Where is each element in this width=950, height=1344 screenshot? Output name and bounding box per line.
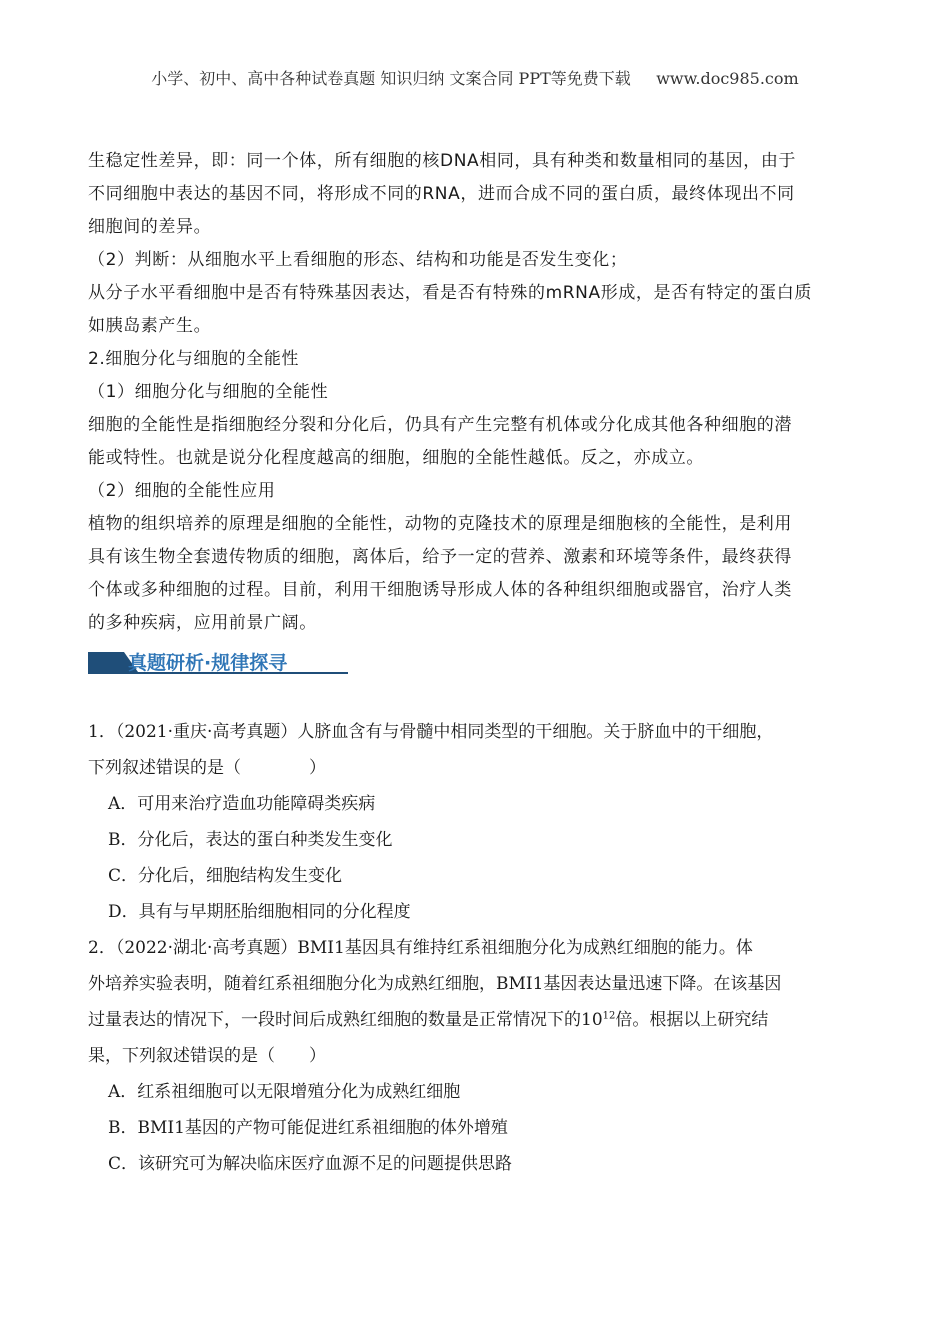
paragraph-line: 生稳定性差异，即：同一个体，所有细胞的核DNA相同，具有种类和数量相同的基因，由于 [88, 151, 797, 171]
paragraph-line: 细胞的全能性是指细胞经分裂和分化后，仍具有产生完整有机体或分化成其他各种细胞的潜 [88, 415, 792, 435]
question-2-line [88, 1002, 864, 1038]
paragraph-line: 个体或多种细胞的过程。目前，利用干细胞诱导形成人体的各种组织细胞或器官，治疗人类 [88, 580, 792, 600]
section-heading: 2.细胞分化与细胞的全能性 [88, 349, 300, 369]
question-1-option-d: D．具有与早期胚胎细胞相同的分化程度 [108, 902, 411, 922]
question-1-option-b: B．分化后，表达的蛋白种类发生变化 [108, 830, 393, 850]
paragraph-line: 植物的组织培养的原理是细胞的全能性，动物的克隆技术的原理是细胞核的全能性，是利用 [88, 514, 792, 534]
judge-heading: （2）判断：从细胞水平上看细胞的形态、结构和功能是否发生变化； [88, 250, 628, 270]
question-2-option-b: B．BMI1基因的产物可能促进红系祖细胞的体外增殖 [108, 1118, 508, 1138]
question-2-option-c: C．该研究可为解决临床医疗血源不足的问题提供思路 [108, 1154, 513, 1174]
question-2-line: 外培养实验表明，随着红系祖细胞分化为成熟红细胞，BMI1基因表达量迅速下降。在该基因 [88, 974, 782, 994]
banner-title: 真题研析·规律探寻 [128, 652, 288, 674]
banner-marker [88, 652, 124, 672]
question-1-option-c: C．分化后，细胞结构发生变化 [108, 866, 343, 886]
paragraph-line: 如胰岛素产生。 [88, 316, 212, 336]
paragraph-line: 的多种疾病，应用前景广阔。 [88, 613, 317, 633]
subsection-heading: （2）细胞的全能性应用 [88, 481, 276, 501]
paragraph-line: 不同细胞中表达的基因不同，将形成不同的RNA，进而合成不同的蛋白质，最终体现出不同 [88, 184, 795, 204]
question-2-option-a: A．红系祖细胞可以无限增殖分化为成熟红细胞 [108, 1082, 461, 1102]
paragraph-line: 能或特性。也就是说分化程度越高的细胞，细胞的全能性越低。反之，亦成立。 [88, 448, 704, 468]
paragraph-line: 从分子水平看细胞中是否有特殊基因表达，看是否有特殊的mRNA形成，是否有特定的蛋白质 [88, 283, 812, 303]
question-1-option-a: A．可用来治疗造血功能障碍类疾病 [108, 794, 376, 814]
question-2-text: 倍。根据以上研究结 [615, 1010, 769, 1030]
exponent: 12 [602, 1010, 616, 1022]
paragraph-line: 具有该生物全套遗传物质的细胞，离体后，给予一定的营养、激素和环境等条件，最终获得 [88, 547, 792, 567]
paragraph-line: 细胞间的差异。 [88, 217, 212, 237]
document-body [88, 145, 864, 1182]
page-header: 小学、初中、高中各种试卷真题 知识归纳 文案合同 PPT等免费下载 www.doc985.com [151, 69, 799, 88]
question-2-text: 过量表达的情况下，一段时间后成熟红细胞的数量是正常情况下的10 [88, 1010, 603, 1030]
section-banner [88, 644, 864, 684]
question-1-line: 下列叙述错误的是（ ） [88, 758, 326, 778]
subsection-heading: （1）细胞分化与细胞的全能性 [88, 382, 329, 402]
question-2-line: 2．（2022·湖北·高考真题）BMI1基因具有维持红系祖细胞分化为成熟红细胞的能力。体 [88, 938, 753, 958]
question-1-line: 1．（2021·重庆·高考真题）人脐血含有与骨髓中相同类型的干细胞。关于脐血中的干细胞， [88, 722, 774, 742]
question-2-line: 果，下列叙述错误的是（ ） [88, 1046, 326, 1066]
